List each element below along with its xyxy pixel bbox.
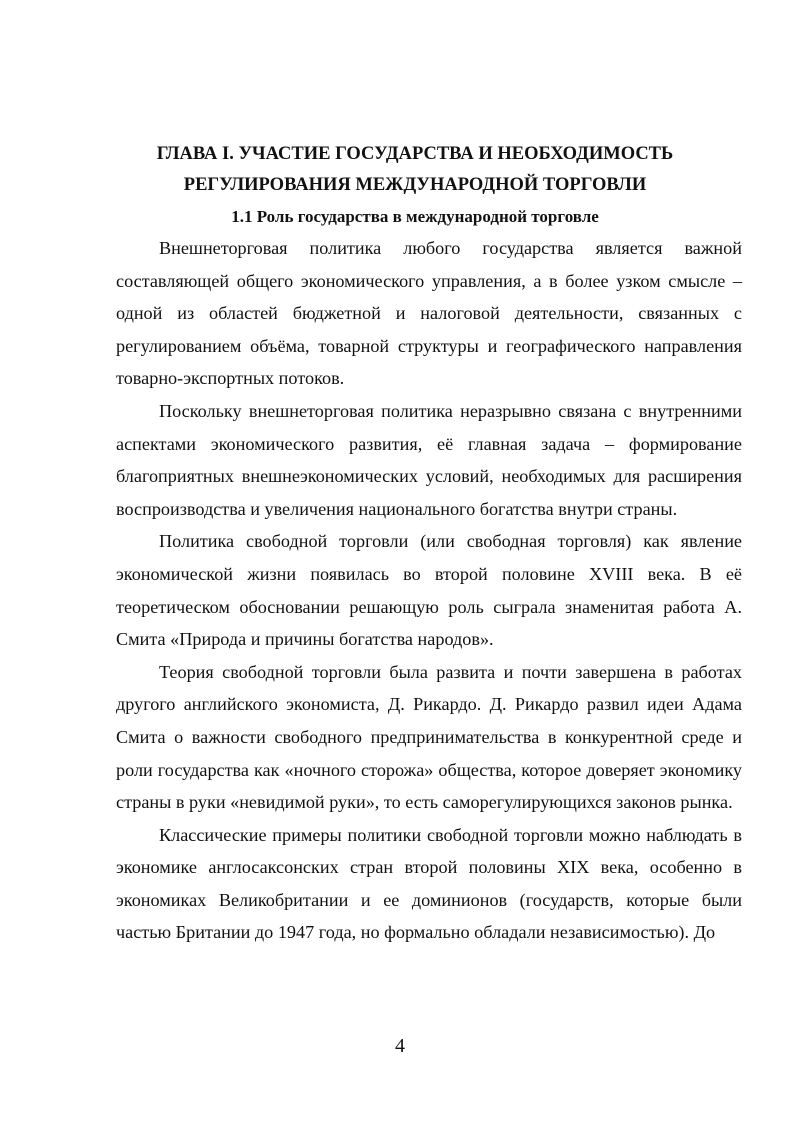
body-text: [116, 232, 742, 949]
chapter-title: ГЛАВА I. УЧАСТИЕ ГОСУДАРСТВА И НЕОБХОДИМОСТЬ РЕГУЛИРОВАНИЯ МЕЖДУНАРОДНОЙ ТОРГОВЛИ: [156, 144, 674, 195]
section-title: 1.1 Роль государства в международной торговле: [231, 207, 599, 226]
page-number: 4: [395, 1035, 405, 1057]
paragraph: Классические примеры политики свободной торговли можно наблюдать в экономике англосаксонских стран второй половины XIX века, особенно в экономиках Великобритании и ее доминионов (государств, которые были частью Британии до 1947 года, но формально обладали независимостью). До: [116, 824, 742, 943]
paragraph: Политика свободной торговли (или свободная торговля) как явление экономической жизни появилась во второй половине XVIII века. В её теоретическом обосновании решающую роль сыграла знаменитая работа А. Смита «Природа и причины богатства народов».: [116, 531, 742, 650]
paragraph: Теория свободной торговли была развита и почти завершена в работах другого английского экономиста, Д. Рикардо. Д. Рикардо развил идеи Адама Смита о важности свободного предпринимательства в конкурентной среде и роли государства как «ночного сторожа» общества, которое доверяет экономику страны в руки «невидимой руки», то есть саморегулирующихся законов рынка.: [116, 661, 742, 813]
paragraph: Поскольку внешнеторговая политика неразрывно связана с внутренними аспектами экономического развития, её главная задача – формирование благоприятных внешнеэкономических условий, необходимых для расширения воспроизводства и увеличения национального богатства внутри страны.: [116, 400, 742, 519]
paragraph: Внешнеторговая политика любого государства является важной составляющей общего экономического управления, а в более узком смысле – одной из областей бюджетной и налоговой деятельности, связанных с регулированием объёма, товарной структуры и географического направления товарно-экспортных потоков.: [116, 238, 742, 389]
